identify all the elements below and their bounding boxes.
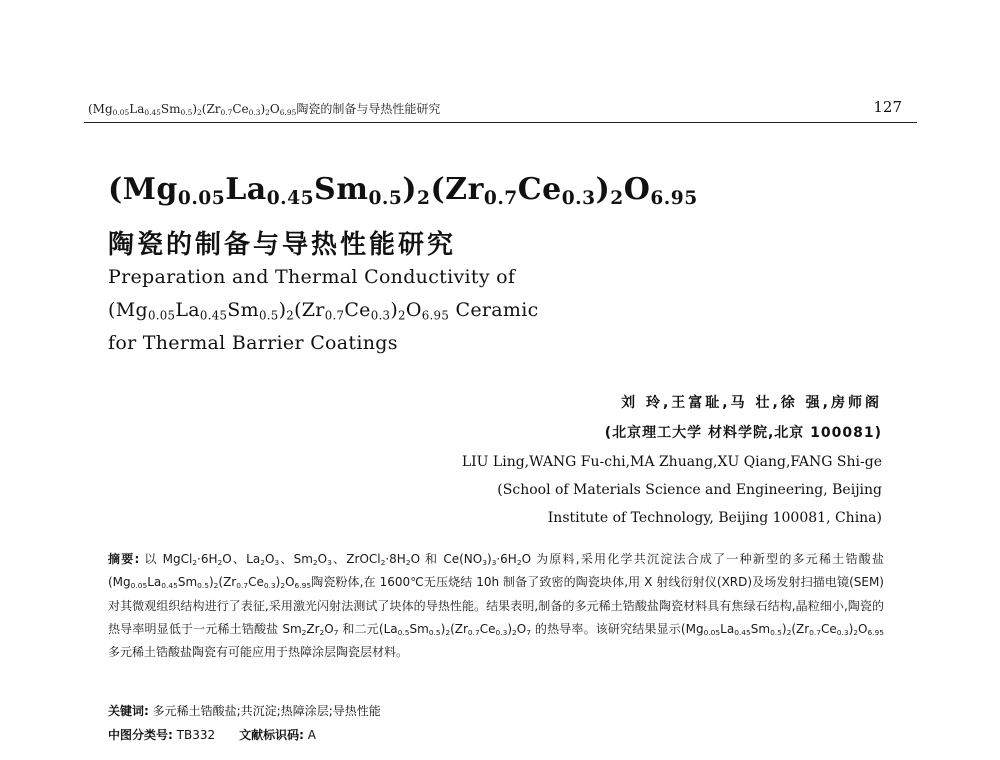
page-number: 127: [873, 98, 902, 116]
authors-english: LIU Ling,WANG Fu-chi,MA Zhuang,XU Qiang,FANG Shi-ge: [461, 454, 882, 470]
title-english-line3: for Thermal Barrier Coatings: [108, 332, 398, 354]
clc-label: 中图分类号:: [108, 728, 173, 742]
abstract: [108, 548, 884, 664]
header-rule: [84, 122, 917, 123]
title-chinese: 陶瓷的制备与导热性能研究: [108, 230, 457, 260]
title-english-line2: [108, 299, 539, 321]
affiliation-english-line1: (School of Materials Science and Engineering, Beijing: [497, 482, 882, 498]
running-head-text: 陶瓷的制备与导热性能研究: [296, 102, 441, 116]
title-english-line1: Preparation and Thermal Conductivity of: [108, 266, 516, 288]
abstract-text: 以 $MgCl_2\cdot 6H_2O$、$La_2O_3$、$Sm_2O_3$、$ZrOCl_2\cdot 8H_2O$ 和 $Ce(NO_3)_3\cdot 6H_2O$ 为原料,采用化学共沉淀法合成了一种新型的多元稀土锆酸盐$(Mg_{0.05}La_{0.45}Sm_{0.5})_2(Zr_{0.7}Ce_{0.3})_2O_{6.95}$陶瓷粉体,在 1600℃无压烧结 10h 制备了致密的陶瓷块体,用 X 射线衍射仪(XRD)及场发射扫描电镜(SEM)对其微观组织结构进行了表征,采用激光闪射法测试了块体的导热性能。结果表明,制备的多元稀土锆酸盐陶瓷材料具有焦绿石结构,晶粒细小,陶瓷的热导率明显低于一元稀土锆酸盐 $Sm_2Zr_2O_7$ 和二元$(La_{0.5}Sm_{0.5})_2(Zr_{0.7}Ce_{0.3})_2O_7$ 的热导率。该研究结果显示$(Mg_{0.05}La_{0.45}Sm_{0.5})_2(Zr_{0.7}Ce_{0.3})_2O_{6.95}$多元稀土锆酸盐陶瓷有可能应用于热障涂层陶瓷层材料。: [108, 552, 885, 660]
title-formula: $(Mg_{0.05}La_{0.45}Sm_{0.5})_2(Zr_{0.7}Ce_{0.3})_2O_{6.95}$: [108, 172, 698, 210]
affiliation-chinese: (北京理工大学 材料学院,北京 100081): [604, 425, 882, 441]
running-head: [88, 100, 440, 117]
classification-line: [108, 726, 316, 743]
running-head-formula: $(Mg_{0.05}La_{0.45}Sm_{0.5})_2(Zr_{0.7}Ce_{0.3})_2O_{6.95}$: [88, 102, 297, 118]
doc-code-value: A: [307, 728, 316, 742]
affiliation-english-line2: Institute of Technology, Beijing 100081, China): [547, 510, 882, 526]
authors-chinese: 刘 玲,王富耻,马 壮,徐 强,房师阁: [621, 395, 882, 411]
doc-code-label: 文献标识码:: [239, 728, 304, 742]
title-english-suffix: Ceramic: [449, 299, 539, 321]
keywords-label: 关键词:: [108, 704, 149, 718]
title-english-formula: $(Mg_{0.05}La_{0.45}Sm_{0.5})_2(Zr_{0.7}Ce_{0.3})_2O_{6.95}$: [108, 299, 450, 323]
abstract-label: 摘要:: [108, 552, 140, 566]
keywords: [108, 702, 381, 719]
keywords-text: 多元稀土锆酸盐;共沉淀;热障涂层;导热性能: [152, 704, 381, 718]
clc-value: TB332: [176, 728, 216, 742]
